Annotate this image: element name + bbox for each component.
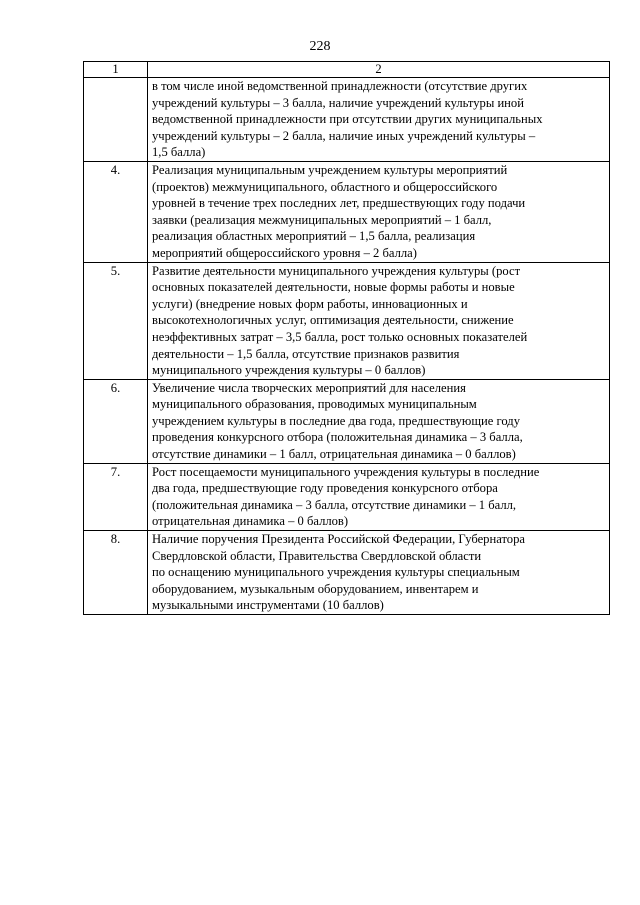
table-body <box>84 62 610 615</box>
criterion-text-line: (проектов) межмуниципального, областного и общероссийского <box>152 179 498 194</box>
page-number: 228 <box>309 39 331 54</box>
row-number: 8. <box>84 531 148 615</box>
header-col-1: 1 <box>84 62 148 78</box>
table-row <box>84 78 610 162</box>
criteria-table <box>83 61 610 615</box>
criterion-text-line: оборудованием, музыкальным оборудованием, инвентарем и <box>152 581 479 596</box>
criterion-text-line: Наличие поручения Президента Российской Федерации, Губернатора <box>152 532 525 547</box>
criterion-text-line: учреждений культуры – 2 балла, наличие иных учреждений культуры – <box>152 128 536 143</box>
criterion-text-line: музыкальными инструментами (10 баллов) <box>152 598 384 613</box>
criterion-text-line: в том числе иной ведомственной принадлежности (отсутствие других <box>152 79 528 93</box>
row-criterion-text <box>148 531 610 615</box>
criterion-text-line: услуги) (внедрение новых форм работы, инновационных и <box>152 296 468 311</box>
criterion-text-line: Реализация муниципальным учреждением культуры мероприятий <box>152 162 508 177</box>
criterion-text-line: муниципального образования, проводимых муниципальным <box>152 397 477 412</box>
criterion-text-line: мероприятий общероссийского уровня – 2 балла) <box>152 245 417 260</box>
table-row <box>84 463 610 530</box>
criterion-text-line: (положительная динамика – 3 балла, отсутствие динамики – 1 балл, <box>152 497 517 512</box>
criterion-text-line: отсутствие динамики – 1 балл, отрицательная динамика – 0 баллов) <box>152 447 516 462</box>
header-col-2: 2 <box>148 62 610 78</box>
criterion-text-line: Свердловской области, Правительства Свердловской области <box>152 548 482 563</box>
table-row <box>84 262 610 379</box>
table-row <box>84 161 610 262</box>
criterion-text-line: два года, предшествующие году проведения конкурсного отбора <box>152 481 498 496</box>
row-number: 6. <box>84 379 148 463</box>
criterion-text-line: учреждений культуры – 3 балла, наличие учреждений культуры иной <box>152 95 524 110</box>
criterion-text-line: Развитие деятельности муниципального учреждения культуры (рост <box>152 263 521 278</box>
criterion-text-line: уровней в течение трех последних лет, предшествующих году подачи <box>152 196 526 211</box>
criterion-text-line: основных показателей деятельности, новые формы работы и новые <box>152 280 515 295</box>
criterion-text-line: проведения конкурсного отбора (положительная динамика – 3 балла, <box>152 430 523 445</box>
criterion-text-line: неэффективных затрат – 3,5 балла, рост только основных показателей <box>152 329 528 344</box>
criterion-text-line: по оснащению муниципального учреждения культуры специальным <box>152 565 520 580</box>
criterion-text-line: реализация областных мероприятий – 1,5 балла, реализация <box>152 229 476 244</box>
row-criterion-text <box>148 379 610 463</box>
criterion-text-line: отрицательная динамика – 0 баллов) <box>152 514 349 529</box>
row-number: 7. <box>84 463 148 530</box>
criterion-text-line: заявки (реализация межмуниципальных мероприятий – 1 балл, <box>152 212 492 227</box>
row-criterion-text <box>148 463 610 530</box>
row-criterion-text <box>148 161 610 262</box>
row-criterion-text <box>148 78 610 162</box>
criterion-text-line: 1,5 балла) <box>152 145 206 160</box>
table-row <box>84 379 610 463</box>
criterion-text-line: ведомственной принадлежности при отсутствии других муниципальных <box>152 112 543 127</box>
criterion-text-line: высокотехнологичных услуг, оптимизация деятельности, снижение <box>152 313 514 328</box>
criterion-text-line: деятельности – 1,5 балла, отсутствие признаков развития <box>152 346 460 361</box>
table-header-row <box>84 62 610 78</box>
table-row <box>84 531 610 615</box>
row-number: 5. <box>84 262 148 379</box>
row-criterion-text <box>148 262 610 379</box>
criterion-text-line: учреждением культуры в последние два года, предшествующие году <box>152 413 520 428</box>
criterion-text-line: муниципального учреждения культуры – 0 баллов) <box>152 363 426 378</box>
criterion-text-line: Рост посещаемости муниципального учреждения культуры в последние <box>152 464 540 479</box>
row-number <box>84 78 148 162</box>
row-number: 4. <box>84 161 148 262</box>
criterion-text-line: Увеличение числа творческих мероприятий для населения <box>152 380 466 395</box>
